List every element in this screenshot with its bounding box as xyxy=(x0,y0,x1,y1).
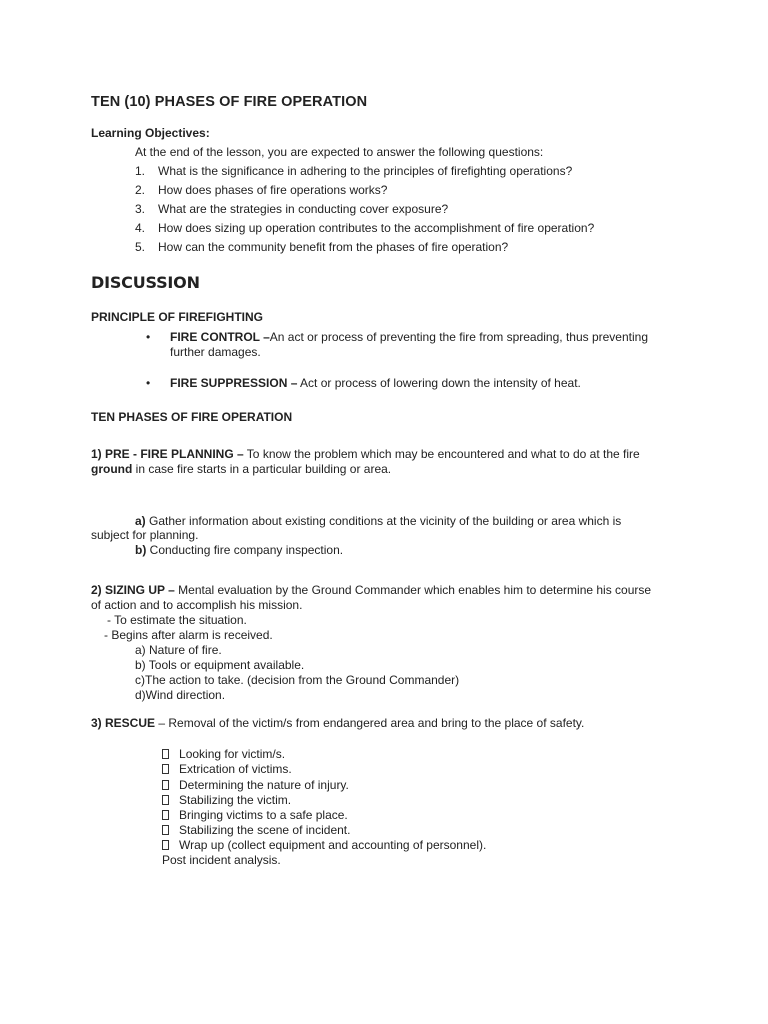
rescue-item-text: Stabilizing the scene of incident. xyxy=(179,823,351,837)
discussion-heading: DISCUSSION xyxy=(91,273,200,292)
rescue-item-text: Looking for victim/s. xyxy=(179,747,286,761)
sizing-up-list-item: d)Wind direction. xyxy=(135,688,226,702)
checkbox-icon xyxy=(162,764,169,774)
sizing-up-list-item: c)The action to take. (decision from the Ground Commander) xyxy=(135,673,460,687)
objective-text: How can the community benefit from the phases of fire operation? xyxy=(158,240,509,254)
fire-control-label: FIRE CONTROL – xyxy=(170,330,270,344)
pre-fire-planning-text: To know the problem which may be encountered and what to do at the fire xyxy=(243,447,640,461)
checkbox-icon xyxy=(162,825,169,835)
pre-fire-planning-line xyxy=(91,447,640,462)
objectives-intro: At the end of the lesson, you are expected to answer the following questions: xyxy=(135,145,544,159)
rescue-list-item xyxy=(162,747,285,762)
rescue-item-text: Determining the nature of injury. xyxy=(179,778,349,792)
fire-control-text-continued: further damages. xyxy=(170,345,261,359)
sizing-up-line xyxy=(91,583,651,598)
document-title: TEN (10) PHASES OF FIRE OPERATION xyxy=(91,94,368,110)
checkbox-icon xyxy=(162,749,169,759)
rescue-item-text: Extrication of victims. xyxy=(179,762,292,776)
rescue-text: – Removal of the victim/s from endangered area and bring to the place of safety. xyxy=(155,716,585,730)
objective-number: 1. xyxy=(135,164,146,178)
checkbox-icon xyxy=(162,840,169,850)
objective-number: 3. xyxy=(135,202,146,216)
sizing-up-text-continued: of action and to accomplish his mission. xyxy=(91,598,303,612)
item-a-text: Gather information about existing conditions at the vicinity of the building or area which is xyxy=(145,514,622,528)
objective-text: How does phases of fire operations works? xyxy=(158,183,388,197)
checkbox-icon xyxy=(162,795,169,805)
item-b-text: Conducting fire company inspection. xyxy=(146,543,344,557)
rescue-item-text: Stabilizing the victim. xyxy=(179,793,292,807)
sizing-up-list-item: b) Tools or equipment available. xyxy=(135,658,305,672)
fire-suppression-text: Act or process of lowering down the intensity of heat. xyxy=(297,376,581,390)
rescue-list-item xyxy=(162,823,350,838)
sizing-up-list-item: a) Nature of fire. xyxy=(135,643,222,657)
item-a-text-continued: subject for planning. xyxy=(91,528,199,542)
objective-number: 5. xyxy=(135,240,146,254)
fire-suppression-label: FIRE SUPPRESSION – xyxy=(170,376,298,390)
rescue-item-text: Wrap up (collect equipment and accounting of personnel). xyxy=(179,838,487,852)
pre-fire-planning-label: 1) PRE - FIRE PLANNING – xyxy=(91,447,244,461)
pre-fire-planning-line-2 xyxy=(91,462,391,477)
ground-bold: ground xyxy=(91,462,133,476)
bullet-icon: • xyxy=(146,376,151,390)
rescue-label: 3) RESCUE xyxy=(91,716,156,730)
sizing-up-label: 2) SIZING UP – xyxy=(91,583,175,597)
fire-control-text: An act or process of preventing the fire from spreading, thus preventing xyxy=(269,330,649,344)
rescue-list-item xyxy=(162,762,292,777)
post-incident-analysis: Post incident analysis. xyxy=(162,853,281,867)
sizing-up-text: Mental evaluation by the Ground Commander which enables him to determine his course xyxy=(174,583,652,597)
rescue-list-item xyxy=(162,778,349,793)
rescue-list-item xyxy=(162,808,348,823)
pre-fire-item-b xyxy=(135,543,343,558)
bullet-icon: • xyxy=(146,330,151,344)
pre-fire-item-a xyxy=(135,514,621,529)
checkbox-icon xyxy=(162,780,169,790)
pre-fire-planning-text-2: in case fire starts in a particular building or area. xyxy=(132,462,392,476)
rescue-item-text: Bringing victims to a safe place. xyxy=(179,808,348,822)
item-a-label: a) xyxy=(135,514,146,528)
rescue-list-item xyxy=(162,838,486,853)
objectives-heading: Learning Objectives: xyxy=(91,126,210,140)
sizing-up-dash-item: - To estimate the situation. xyxy=(107,613,247,627)
sizing-up-dash-item: - Begins after alarm is received. xyxy=(104,628,273,642)
fire-control-line xyxy=(170,330,648,345)
objective-text: How does sizing up operation contributes to the accomplishment of fire operation? xyxy=(158,221,595,235)
objective-number: 2. xyxy=(135,183,146,197)
objective-number: 4. xyxy=(135,221,146,235)
item-b-label: b) xyxy=(135,543,147,557)
rescue-list-item xyxy=(162,793,291,808)
checkbox-icon xyxy=(162,810,169,820)
ten-phases-heading: TEN PHASES OF FIRE OPERATION xyxy=(91,410,293,424)
fire-suppression-line xyxy=(170,376,581,391)
objective-text: What are the strategies in conducting cover exposure? xyxy=(158,202,449,216)
rescue-line xyxy=(91,716,584,731)
objective-text: What is the significance in adhering to the principles of firefighting operations? xyxy=(158,164,573,178)
principle-heading: PRINCIPLE OF FIREFIGHTING xyxy=(91,310,264,324)
